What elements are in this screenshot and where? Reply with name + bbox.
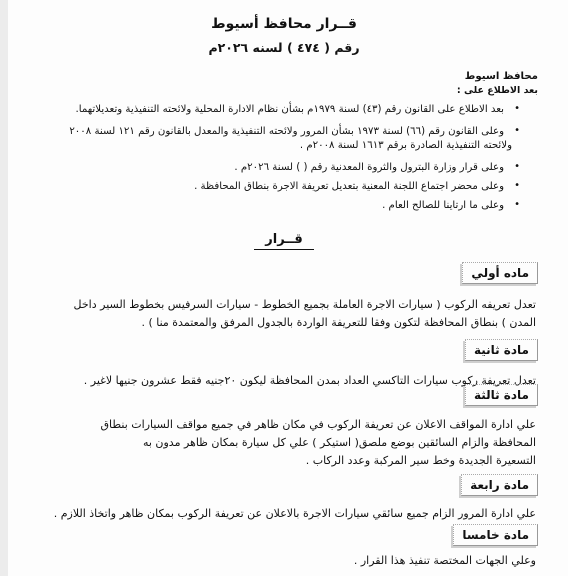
article-4-line-1: علي ادارة المرور الزام جميع سائقي سيارات الاجرة بالاعلان عن تعريفة الركوب بمكان ظاهر واتخاذ اللازم . (53, 507, 536, 520)
decree-number: رقم ( ٤٧٤ ) لسنه ٢٠٢٦م (208, 40, 360, 55)
scan-edge (0, 0, 8, 576)
article-3-line-1: علي ادارة المواقف الاعلان عن تعريفة الركوب في مكان ظاهر في جميع مواقف السيارات بنطاق (100, 418, 536, 431)
article-3-title: مادة ثالثة (465, 384, 538, 406)
article-4-title: مادة رابعة (461, 474, 538, 496)
decision-heading-text: قــرار (265, 232, 303, 247)
governor-label: محافظ اسيوط (464, 71, 538, 82)
article-3-line-2: المحافظة والزام السائقين بوضع ملصق( استيكر ) علي كل سيارة بمكان ظاهر مدون به (142, 436, 536, 449)
article-1-line-1: تعدل تعريفه الركوب ( سيارات الاجرة العاملة بجميع الخطوط - سيارات السرفيس بخطوط السير داخل (73, 298, 536, 311)
article-2-line-1: تعدل تعريفة ركوب سيارات التاكسي العداد بمدن المحافظة ليكون ٢٠جنيه فقط عشرون جنيها لاغير . (83, 374, 536, 387)
decree-title: قــرار محافظ أسيوط (211, 16, 357, 32)
article-1-line-2: المدن ) بنطاق المحافظة لتكون وفقا للتعريفة الواردة بالجدول المرفق والمعتمدة منا ) . (141, 316, 536, 329)
article-2-title: مادة ثانية (465, 339, 538, 361)
bullet-dot: • (514, 125, 520, 136)
article-5-line-1: وعلي الجهات المختصة تنفيذ هذا القرار . (353, 554, 536, 567)
article-5-title: مادة خامسا (453, 524, 538, 546)
bullet-dot: • (514, 161, 520, 172)
bullet-dot: • (514, 199, 520, 210)
bullet-4-line-1: وعلى محضر اجتماع اللجنة المعنية بتعديل تعريفة الاجرة بنطاق المحافظة . (194, 181, 504, 192)
article-3-line-3: التسعيرة الجديدة وخط سير المركبة وعدد الركاب . (305, 454, 536, 467)
bullet-1-line-1: بعد الاطلاع على القانون رقم (٤٣) لسنة ١٩٧٩م بشأن نظام الادارة المحلية ولائحته التنفيذية وتعديلاتهما. (75, 104, 504, 115)
article-1-title: ماده أولي (462, 262, 538, 284)
decision-heading-underline (254, 249, 314, 250)
bullet-3-line-1: وعلى قرار وزارة البترول والثروة المعدنية رقم ( ) لسنة ٢٠٢٦م . (234, 162, 504, 173)
bullet-5-line-1: وعلى ما ارتاينا للصالح العام . (382, 200, 504, 211)
bullet-2-line-2: ولائحته التنفيذية الصادرة برقم ١٦١٣ لسنة ٢٠٠٨م . (299, 140, 512, 151)
bullet-dot: • (514, 180, 520, 191)
decision-heading (0, 232, 568, 250)
after-review-label: بعد الاطلاع على : (456, 85, 538, 96)
bullet-2-line-1: وعلى القانون رقم (٦٦) لسنة ١٩٧٣ بشأن المرور ولائحته التنفيذية والمعدل بالقانون رقم ١٢١ لسنة ٢٠٠٨ (69, 126, 504, 137)
bullet-dot: • (514, 103, 520, 114)
